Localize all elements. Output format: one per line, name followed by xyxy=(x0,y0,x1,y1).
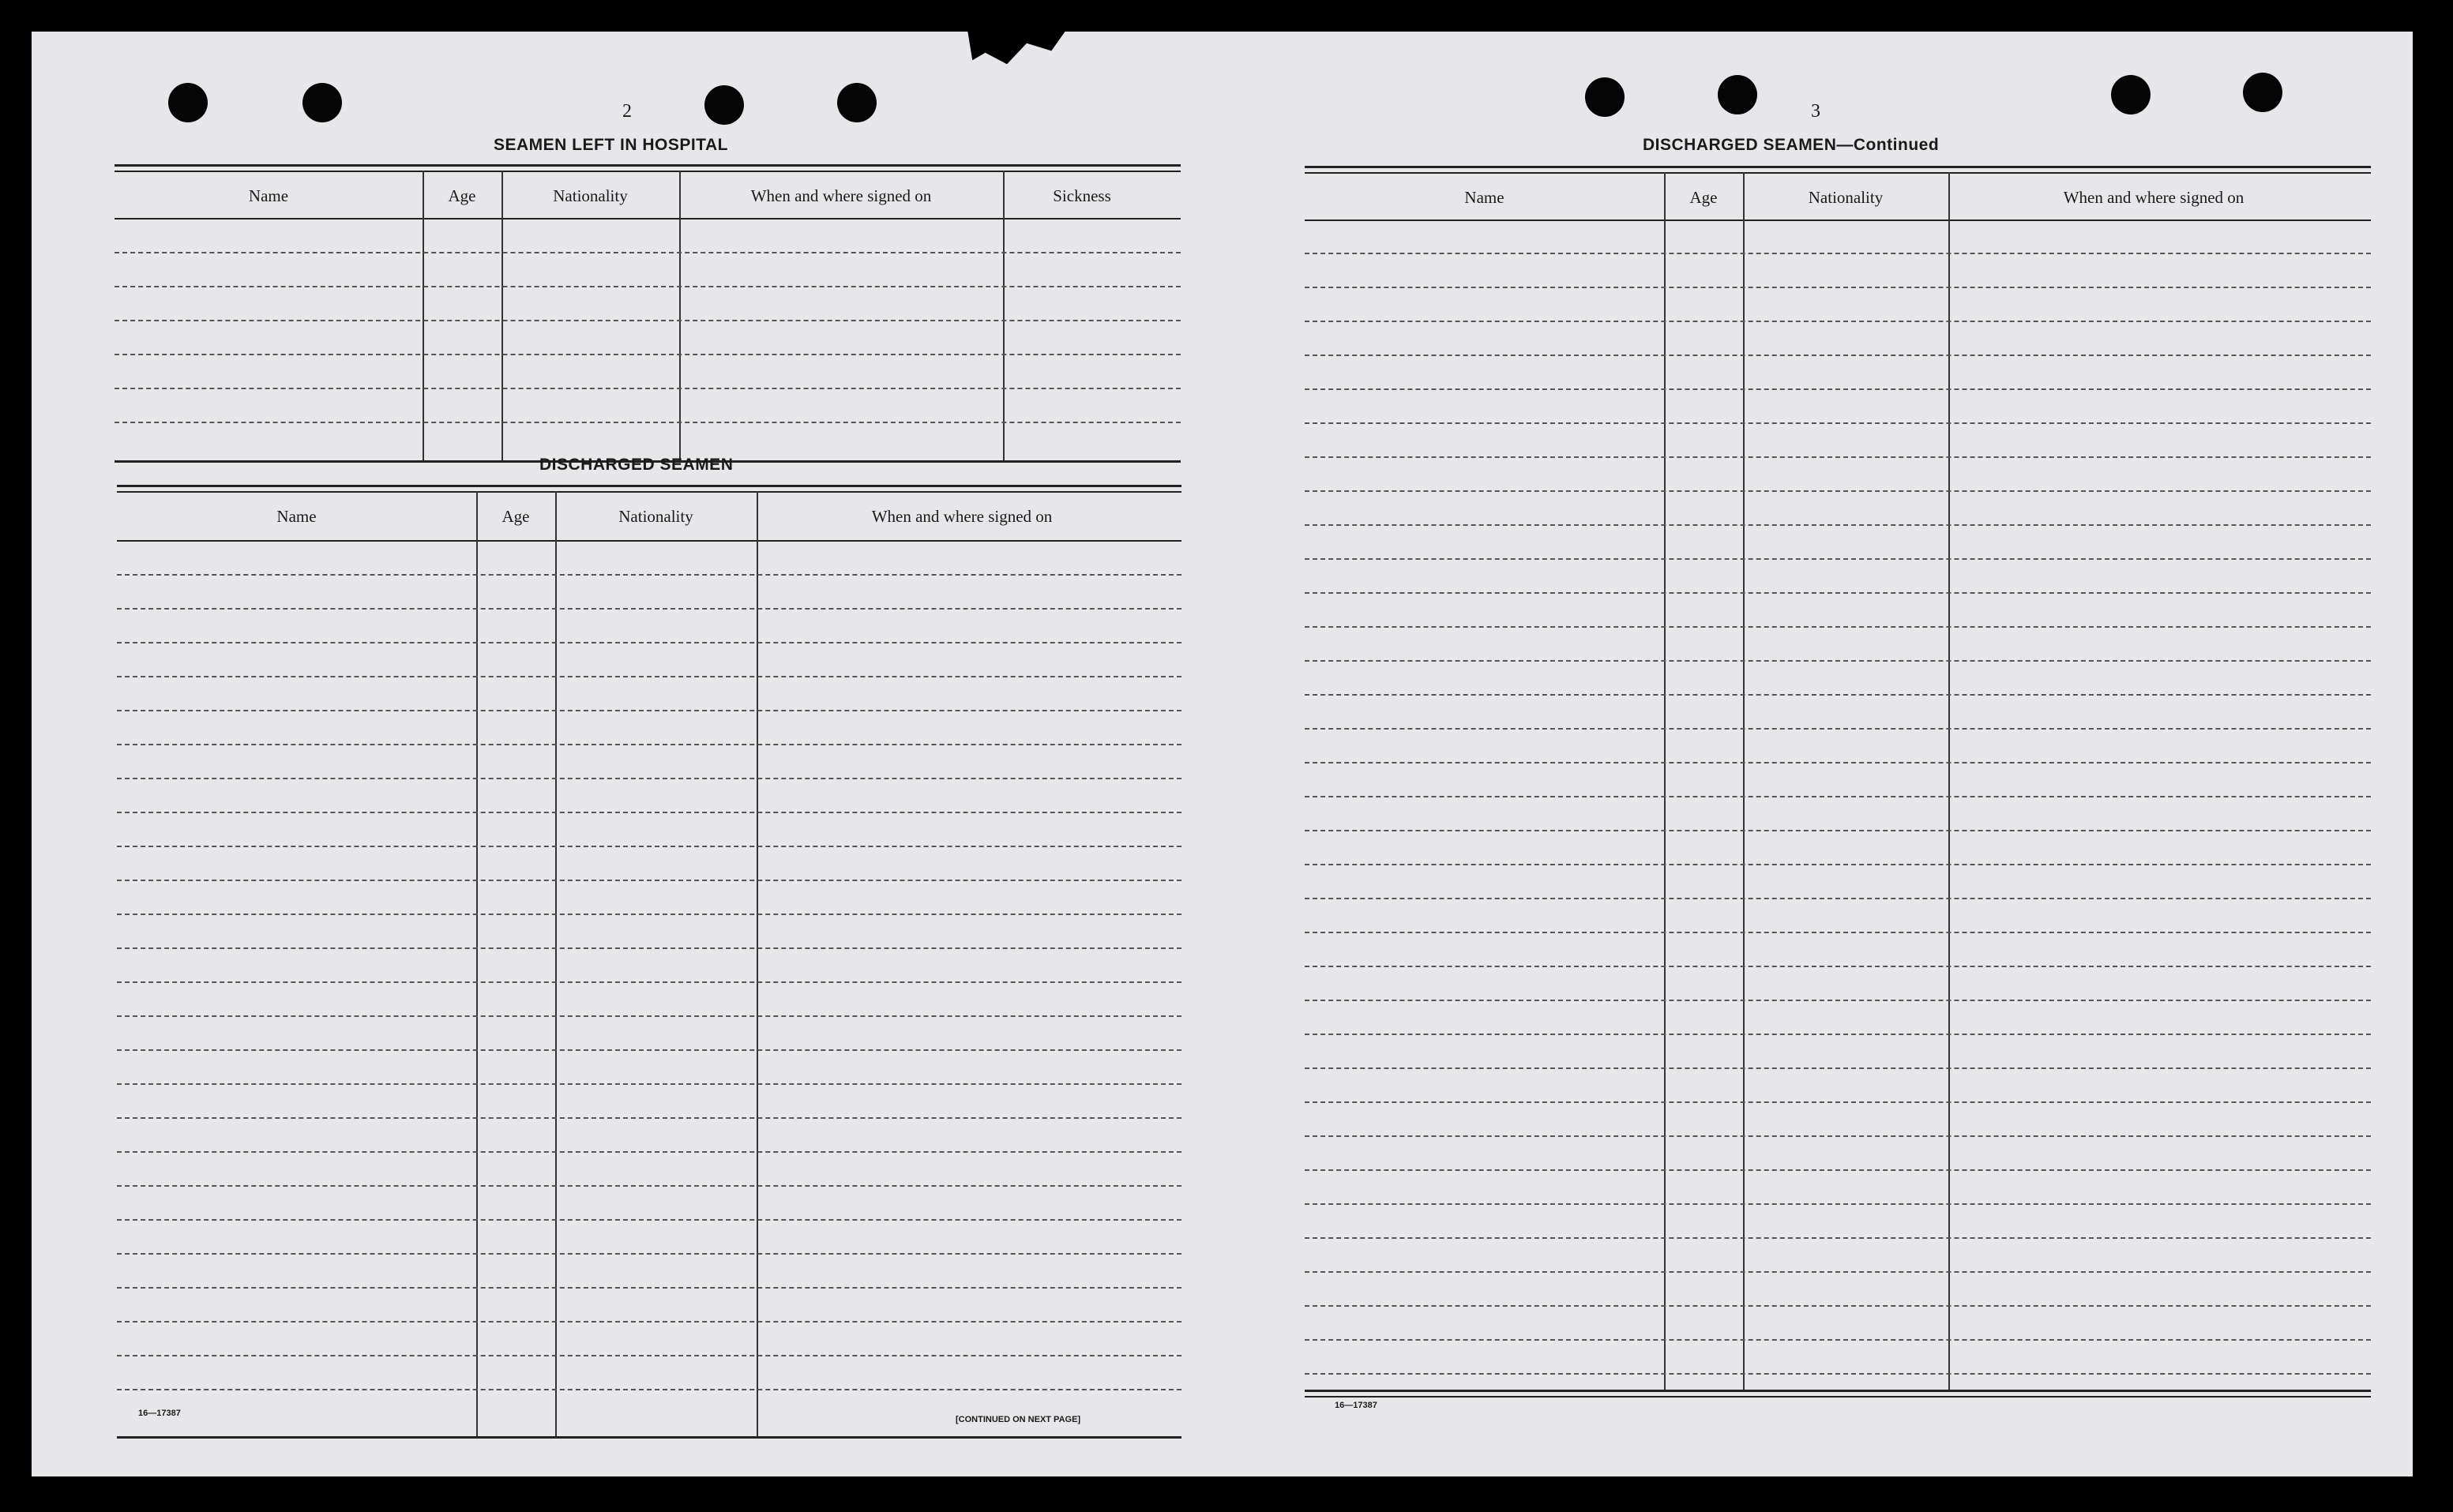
column-header-name: Name xyxy=(276,507,317,526)
discharged-section-title: DISCHARGED SEAMEN xyxy=(539,456,734,474)
punch-hole xyxy=(2111,75,2151,114)
column-header-name: Name xyxy=(1464,188,1504,207)
column-header-nationality: Nationality xyxy=(553,186,628,205)
column-header-nationality: Nationality xyxy=(618,507,693,526)
column-header-age: Age xyxy=(448,186,476,205)
hospital-table xyxy=(115,164,1181,468)
column-header-age: Age xyxy=(501,507,530,526)
form-sheet xyxy=(32,32,2413,1476)
page-number: 2 xyxy=(622,101,632,122)
column-header-signed-on: When and where signed on xyxy=(750,186,932,205)
punch-hole xyxy=(168,83,208,122)
punch-hole xyxy=(2243,73,2282,112)
punch-hole xyxy=(837,83,877,122)
form-number: 16—17387 xyxy=(138,1409,181,1418)
column-header-nationality: Nationality xyxy=(1808,188,1884,207)
column-header-age: Age xyxy=(1689,188,1718,207)
discharged-continued-title xyxy=(1643,136,1939,155)
punch-hole xyxy=(1585,77,1625,117)
punch-hole xyxy=(1718,75,1757,114)
discharged-continued-table xyxy=(1305,166,2371,1429)
column-header-name: Name xyxy=(248,186,289,205)
punch-hole xyxy=(302,83,342,122)
title-main: DISCHARGED SEAMEN xyxy=(1643,136,1837,154)
discharged-table xyxy=(117,485,1181,1448)
torn-edge xyxy=(967,30,1066,68)
page-number: 3 xyxy=(1811,101,1820,122)
punch-hole xyxy=(704,85,744,125)
continued-note: [CONTINUED ON NEXT PAGE] xyxy=(956,1415,1081,1424)
hospital-section-title: SEAMEN LEFT IN HOSPITAL xyxy=(494,136,728,154)
title-continued: —Continued xyxy=(1836,136,1940,154)
column-header-signed-on: When and where signed on xyxy=(871,507,1053,526)
column-header-signed-on: When and where signed on xyxy=(2063,188,2245,207)
column-header-sickness: Sickness xyxy=(1053,186,1111,205)
form-number: 16—17387 xyxy=(1335,1401,1377,1410)
